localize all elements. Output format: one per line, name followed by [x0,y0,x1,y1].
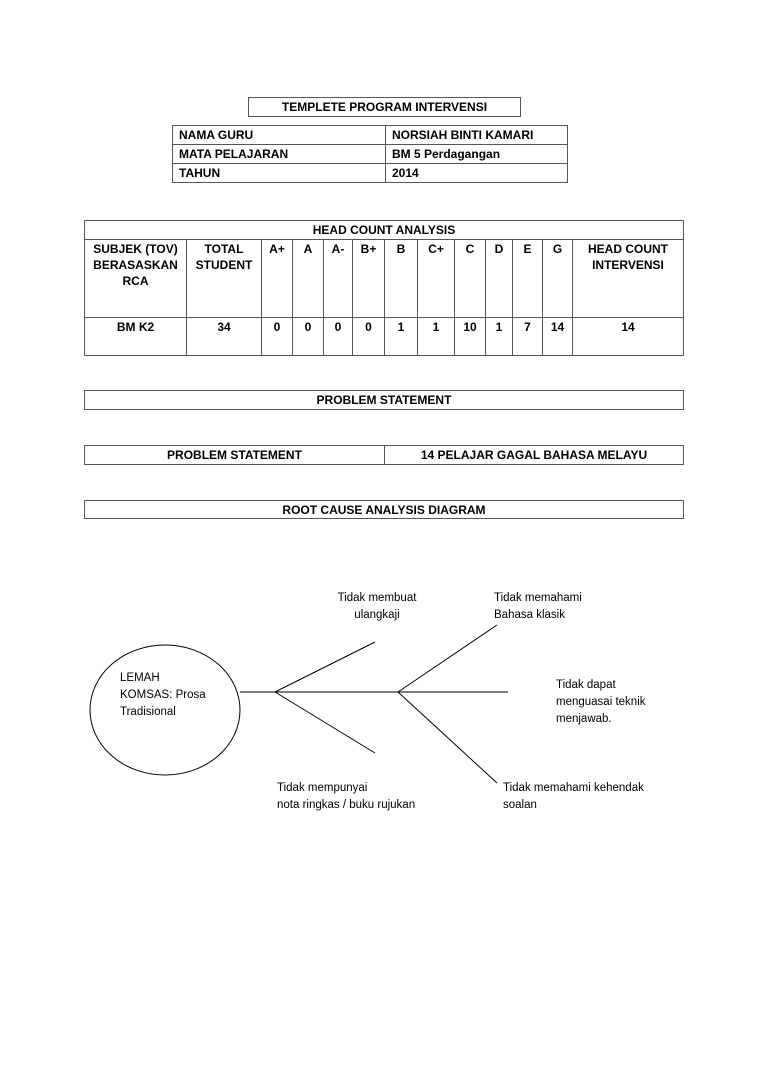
info-label: NAMA GURU [173,126,386,145]
head-count-title: HEAD COUNT ANALYSIS [85,221,684,240]
column-header: A- [324,240,353,318]
branch-line [398,692,497,783]
column-header: C+ [418,240,455,318]
cell: 0 [293,318,324,356]
branch-line [275,642,375,692]
column-header: G [543,240,573,318]
column-header: C [455,240,486,318]
cell: 0 [353,318,385,356]
problem-statement-heading: PROBLEM STATEMENT [84,390,684,410]
document-title: TEMPLETE PROGRAM INTERVENSI [248,97,521,117]
info-value: BM 5 Perdagangan [386,145,568,164]
cause-label: Tidak dapat menguasai teknik menjawab. [556,679,646,725]
cell: 14 [573,318,684,356]
cell: 0 [324,318,353,356]
cell: 1 [418,318,455,356]
cell: 0 [262,318,293,356]
column-header: HEAD COUNT INTERVENSI [573,240,684,318]
column-header: E [513,240,543,318]
problem-statement-value: 14 PELAJAR GAGAL BAHASA MELAYU [420,448,648,462]
cell: BM K2 [85,318,187,356]
cause-label: Tidak membuat ulangkaji [337,592,417,621]
column-header: TOTAL STUDENT [187,240,262,318]
cell: 34 [187,318,262,356]
branch-line [398,625,497,692]
cause-label: Tidak mempunyai nota ringkas / buku rujukan [277,782,416,811]
problem-head-text: LEMAH KOMSAS: Prosa Tradisional [120,672,206,718]
cell: 1 [486,318,513,356]
column-header: D [486,240,513,318]
info-label: TAHUN [173,164,386,183]
info-value: NORSIAH BINTI KAMARI [386,126,568,145]
cell: 14 [543,318,573,356]
cause-label: Tidak memahami kehendak soalan [503,782,644,811]
column-header: SUBJEK (TOV) BERASASKAN RCA [85,240,187,318]
cell: 7 [513,318,543,356]
column-header: B [385,240,418,318]
cell: 1 [385,318,418,356]
cell: 10 [455,318,486,356]
column-header: A [293,240,324,318]
branch-line [275,692,375,753]
cause-label: Tidak memahami Bahasa klasik [494,592,582,621]
problem-statement-label: PROBLEM STATEMENT [85,446,385,464]
info-label: MATA PELAJARAN [173,145,386,164]
rca-heading: ROOT CAUSE ANALYSIS DIAGRAM [84,500,684,519]
column-header: B+ [353,240,385,318]
column-header: A+ [262,240,293,318]
info-value: 2014 [386,164,568,183]
